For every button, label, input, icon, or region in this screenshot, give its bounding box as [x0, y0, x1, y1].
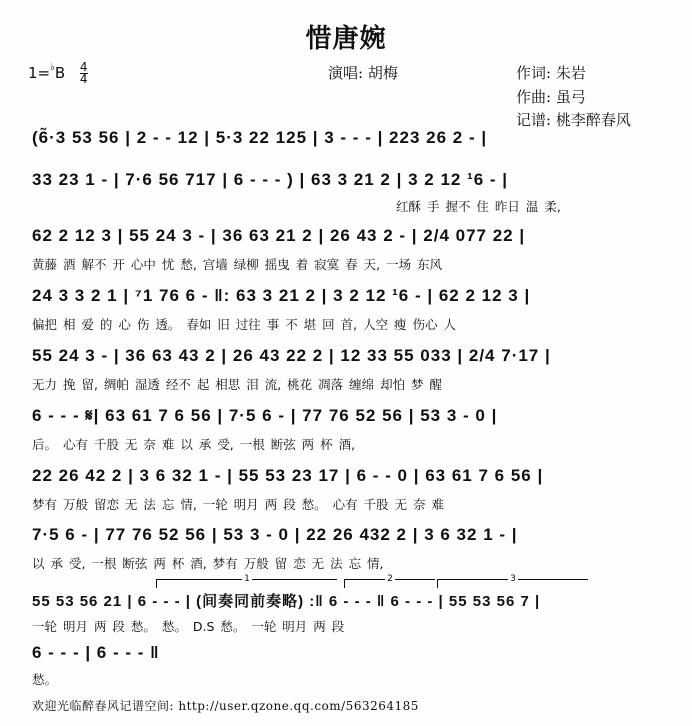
flat-icon: ♭ — [50, 62, 55, 73]
volta-bracket-3: 3 — [437, 579, 588, 588]
notation-line: 22 26 42 2 | 3 6 32 1 - | 55 53 23 17 | 6 - - 0 | 63 61 7 6 56 | — [32, 466, 544, 485]
lyric-line: 偏把 相 爱 的 心 伤 透。 春如 旧 过往 事 不 堪 回 首, 人空 瘦 伤心 人 — [32, 317, 456, 332]
notation-line: (6̃·3 53 56 | 2 - - 12 | 5·3 22 125 | 3 - - - | 223 26 2 - | — [32, 128, 488, 147]
lyric-line: 黄藤 酒 解不 开 心中 忧 愁, 宫墙 绿柳 摇曳 着 寂寞 春 天, 一场 东风 — [32, 257, 443, 272]
notation-line: 6 - - - 𝄋| 63 61 7 6 56 | 7·5 6 - | 77 76 52 56 | 53 3 - 0 | — [32, 406, 498, 425]
key-signature — [28, 62, 88, 85]
notation-line: 7·5 6 - | 77 76 52 56 | 53 3 - 0 | 22 26 432 2 | 3 6 32 1 - | — [32, 525, 518, 544]
key-note: B — [54, 64, 66, 82]
singer-credit: 演唱: 胡梅 — [328, 64, 398, 82]
composer-credit: 作曲: 虽弓 — [516, 88, 586, 106]
song-title: 惜唐婉 — [305, 24, 387, 54]
lyric-line: 一轮 明月 两 段 愁。 愁。 D.S 愁。 一轮 明月 两 段 — [32, 619, 345, 634]
lyric-line: 后。 心有 千股 无 奈 难 以 承 受, 一根 断弦 两 杯 酒, — [32, 437, 356, 452]
lyric-line: 红酥 手 握不 住 昨日 温 柔, — [396, 199, 561, 214]
lyric-line: 梦有 万般 留恋 无 法 忘 情, 一轮 明月 两 段 愁。 心有 千股 无 奈 难 — [32, 497, 445, 512]
lyric-line: 无力 挽 留, 绸帕 湿透 经不 起 相思 泪 流, 桃花 凋落 缠绵 却怕 梦 醒 — [32, 377, 443, 392]
lyricist-credit: 作词: 朱岩 — [516, 64, 586, 82]
volta-bracket-1: 1 — [156, 579, 337, 588]
notation-line: 33 23 1 - | 7·6 56 717 | 6 - - - ) | 63 3 21 2 | 3 2 12 ¹6 - | — [32, 170, 509, 189]
notation-line: 55 53 56 21 | 6 - - - | (间奏同前奏略) :‖ 6 - - - ‖ 6 - - - | 55 53 56 7 | — [32, 593, 541, 610]
footer-credit: 欢迎光临醉春风记谱空间: http://user.qzone.qq.com/563264185 — [32, 699, 419, 713]
lyric-line: 以 承 受, 一根 断弦 两 杯 酒, 梦有 万般 留 恋 无 法 忘 情, — [32, 556, 384, 571]
notation-line: 24 3 3 2 1 | ⁷1 76 6 - ‖: 63 3 21 2 | 3 2 12 ¹6 - | 62 2 12 3 | — [32, 286, 531, 305]
time-numerator: 4 — [79, 60, 88, 74]
lyric-line: 愁。 — [32, 672, 58, 687]
time-signature — [80, 62, 88, 85]
volta-bracket-2: 2 — [344, 579, 435, 588]
notation-line: 55 24 3 - | 36 63 43 2 | 26 43 22 2 | 12 33 55 033 | 2/4 7·17 | — [32, 346, 551, 365]
notation-line: 62 2 12 3 | 55 24 3 - | 36 63 21 2 | 26 43 2 - | 2/4 077 22 | — [32, 226, 526, 245]
notation-line: 6 - - - | 6 - - - ‖ — [32, 643, 160, 662]
key-prefix: 1= — [28, 64, 51, 82]
transcriber-credit: 记谱: 桃李醉春风 — [516, 111, 631, 129]
time-denominator: 4 — [79, 72, 88, 86]
